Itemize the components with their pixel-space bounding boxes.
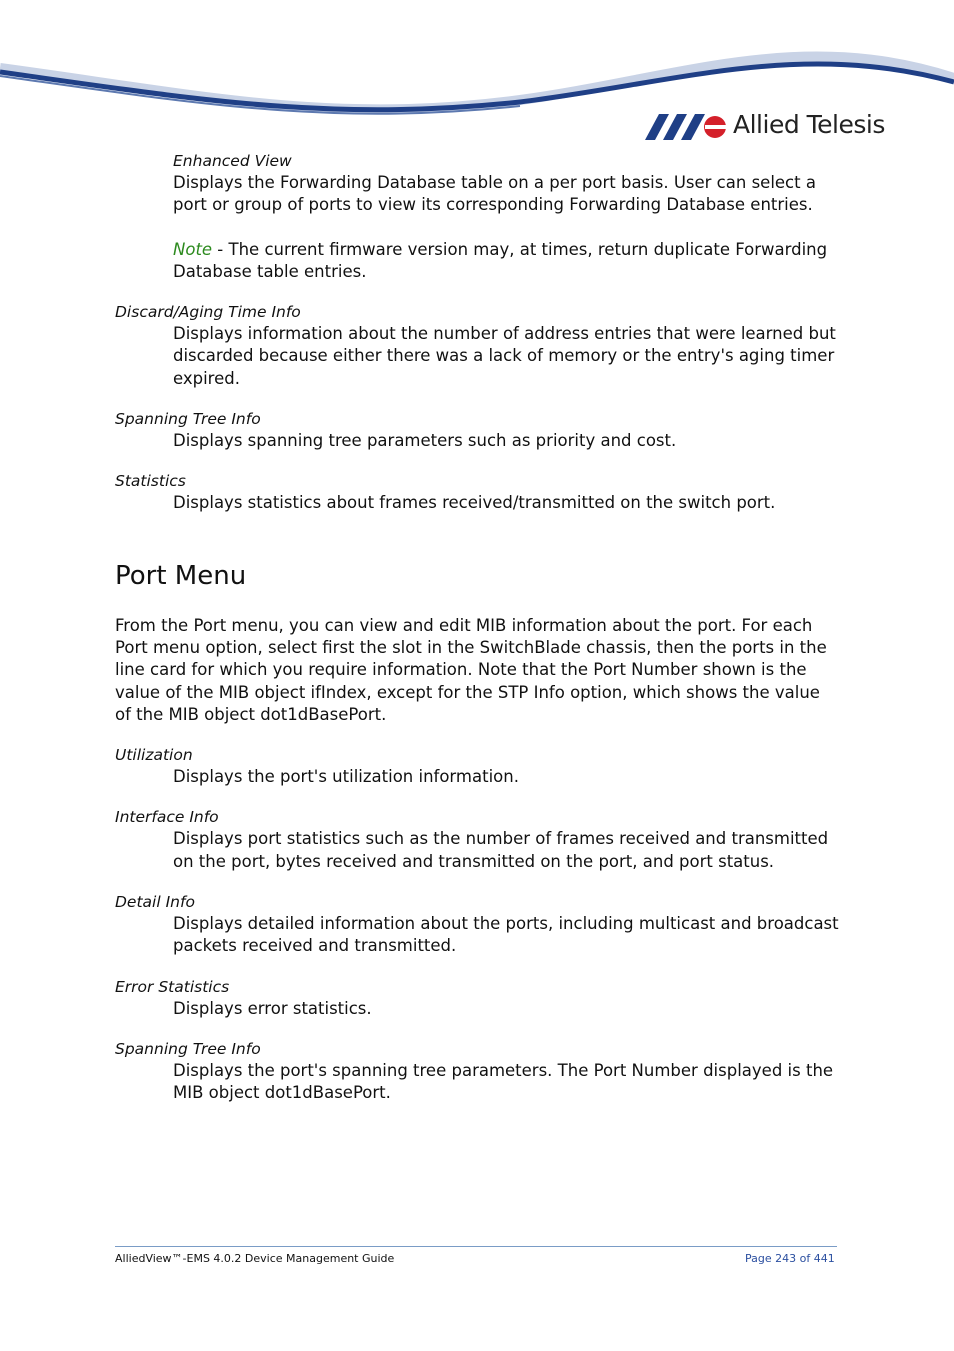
note-text: - The current firmware version may, at times, return duplicate Forwarding Database table entries. [173, 239, 828, 281]
logo-wordmark: Allied Telesis [733, 110, 885, 139]
desc-port-spanning-tree: Displays the port's spanning tree parameters. The Port Number displayed is the MIB object dot1dBasePort. [173, 1060, 834, 1103]
term-detail-info: Detail Info [115, 893, 195, 912]
desc-error-statistics: Displays error statistics. [173, 998, 372, 1018]
term-utilization: Utilization [115, 746, 193, 765]
term-port-spanning-tree: Spanning Tree Info [115, 1039, 261, 1058]
logo-mark-icon [645, 112, 729, 142]
footer-page-number: Page 243 of 441 [745, 1252, 835, 1265]
allied-telesis-logo [645, 112, 905, 144]
desc-statistics: Displays statistics about frames received/transmitted on the switch port. [173, 493, 776, 513]
desc-utilization: Displays the port's utilization information. [173, 767, 519, 787]
footer-divider [115, 1246, 837, 1247]
section-heading-port-menu: Port Menu [115, 560, 247, 591]
desc-spanning-tree: Displays spanning tree parameters such as priority and cost. [173, 431, 677, 451]
note-label: Note [173, 239, 213, 259]
term-enhanced-view: Enhanced View [173, 152, 292, 170]
desc-interface-info: Displays port statistics such as the number of frames received and transmitted on the port, bytes received and transmitted on the port, and port status. [173, 829, 829, 871]
desc-enhanced-view: Displays the Forwarding Database table on a per port basis. User can select a port or group of ports to view its corresponding Forwarding Database entries. [173, 173, 816, 215]
document-body [115, 150, 840, 1105]
term-spanning-tree: Spanning Tree Info [115, 410, 261, 429]
port-menu-intro: From the Port menu, you can view and edit MIB information about the port. For each Port menu option, select first the slot in the SwitchBlade chassis, then the ports in the line card for which you require information. Note that the Port Number shown is the value of the MIB object ifIndex, except for the STP Info option, which shows the value of the MIB object dot1dBasePort. [115, 615, 827, 724]
desc-detail-info: Displays detailed information about the ports, including multicast and broadcast packets received and transmitted. [173, 914, 839, 956]
desc-discard-aging: Displays information about the number of address entries that were learned but discarded because either there was a lack of memory or the entry's aging timer expired. [173, 324, 836, 388]
term-discard-aging: Discard/Aging Time Info [115, 303, 301, 322]
term-error-statistics: Error Statistics [115, 977, 230, 996]
term-statistics: Statistics [115, 472, 186, 491]
note-block [173, 239, 840, 284]
term-interface-info: Interface Info [115, 808, 219, 827]
footer-doc-title: AlliedView™-EMS 4.0.2 Device Management Guide [115, 1252, 395, 1265]
